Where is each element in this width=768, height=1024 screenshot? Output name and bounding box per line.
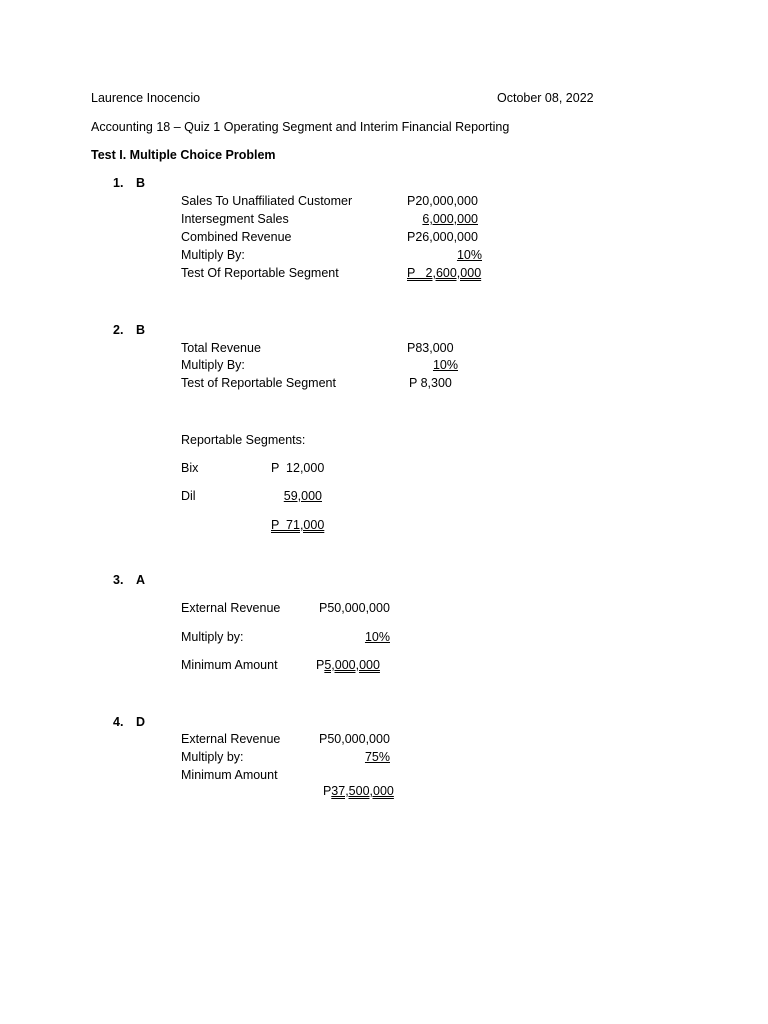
q1-result-value: P 2,600,000 bbox=[407, 266, 482, 280]
test-title: Test I. Multiple Choice Problem bbox=[91, 148, 276, 162]
q4-row-label: Multiply by: bbox=[181, 750, 244, 764]
q3-result-prefix: P bbox=[316, 658, 325, 672]
q3-row-label: External Revenue bbox=[181, 601, 281, 615]
q1-row-value: P20,000,000 bbox=[407, 194, 478, 208]
q2-row-value: P83,000 bbox=[407, 341, 454, 355]
q2-answer: B bbox=[136, 323, 146, 337]
q4-result-amount: 37,500,000 bbox=[331, 784, 394, 798]
q1-row-label: Combined Revenue bbox=[181, 230, 292, 244]
q4-row-value: 75% bbox=[364, 750, 390, 764]
q1-row-value: 6,000,000 bbox=[422, 212, 478, 226]
q4-row-label: External Revenue bbox=[181, 732, 281, 746]
q4-number: 4. bbox=[113, 715, 124, 729]
q2-row-value: 10% bbox=[432, 358, 458, 372]
q4-row-value: P50,000,000 bbox=[319, 732, 390, 746]
course-title: Accounting 18 – Quiz 1 Operating Segment and Interim Financial Reporting bbox=[91, 120, 510, 134]
q3-row-label: Multiply by: bbox=[181, 630, 244, 644]
q2-segments-total: P 71,000 bbox=[271, 518, 325, 532]
q2-number: 2. bbox=[113, 323, 124, 337]
q3-result-value bbox=[316, 657, 380, 673]
q1-row-label: Intersegment Sales bbox=[181, 212, 289, 226]
q4-row-label: Minimum Amount bbox=[181, 768, 278, 782]
q3-answer: A bbox=[136, 573, 146, 587]
q3-result-amount: 5,000,000 bbox=[324, 658, 380, 672]
q1-row-label: Test Of Reportable Segment bbox=[181, 266, 339, 280]
q2-segment-name: Bix bbox=[181, 461, 199, 475]
q4-answer: D bbox=[136, 715, 146, 729]
q2-segments-title: Reportable Segments: bbox=[181, 433, 306, 447]
q2-segment-name: Dil bbox=[181, 489, 196, 503]
q2-row-label: Multiply By: bbox=[181, 358, 245, 372]
q3-number: 3. bbox=[113, 573, 124, 587]
q1-row-label: Multiply By: bbox=[181, 248, 245, 262]
q4-result-value bbox=[316, 767, 394, 799]
q1-answer: B bbox=[136, 176, 146, 190]
q1-row-label: Sales To Unaffiliated Customer bbox=[181, 194, 353, 208]
q2-segment-value: P 12,000 bbox=[271, 461, 325, 475]
q1-number: 1. bbox=[113, 176, 124, 190]
q3-row-value: 10% bbox=[364, 630, 390, 644]
q1-row-value: 10% bbox=[456, 248, 482, 262]
document-date: October 08, 2022 bbox=[497, 91, 594, 105]
q2-row-value: P 8,300 bbox=[409, 376, 452, 390]
q1-row-value: P26,000,000 bbox=[407, 230, 478, 244]
student-name: Laurence Inocencio bbox=[91, 91, 201, 105]
q2-row-label: Test of Reportable Segment bbox=[181, 376, 336, 390]
q3-row-value: P50,000,000 bbox=[319, 601, 390, 615]
q4-result-prefix: P bbox=[322, 784, 332, 798]
q2-row-label: Total Revenue bbox=[181, 341, 261, 355]
q2-segment-value: 59,000 bbox=[283, 489, 322, 503]
q3-row-label: Minimum Amount bbox=[181, 658, 278, 672]
